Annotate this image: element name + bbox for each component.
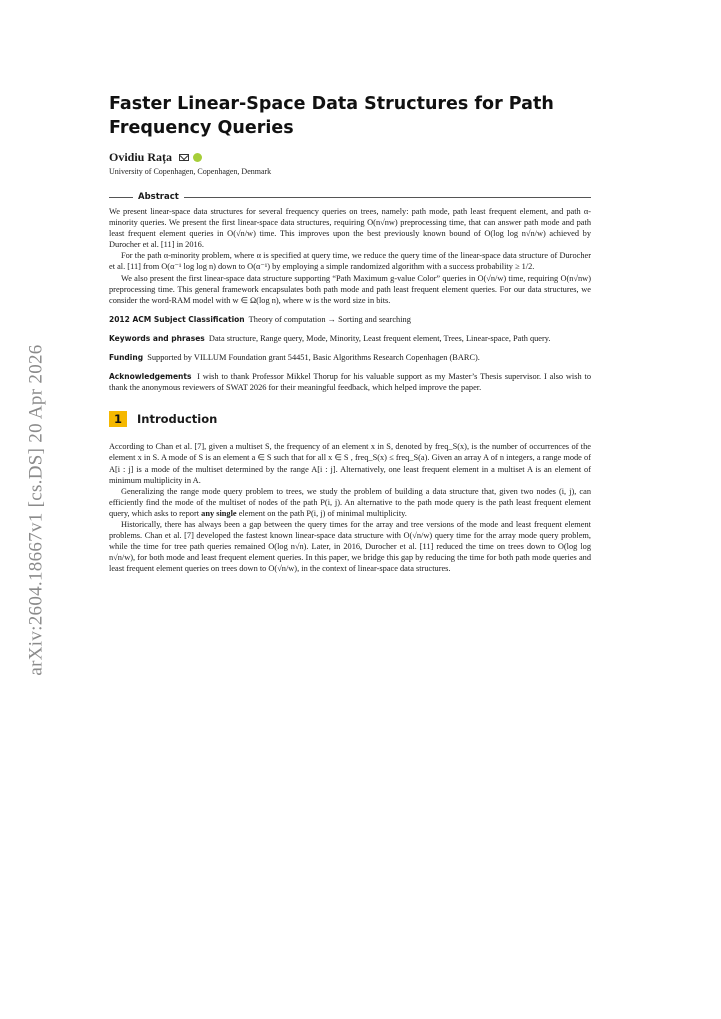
acknowledgements [109,371,591,393]
keywords [109,333,591,344]
acm-classification [109,314,591,325]
mail-icon[interactable] [179,154,189,161]
section-number: 1 [109,411,127,427]
author-affiliation: University of Copenhagen, Copenhagen, Denmark [109,167,272,176]
acm-classification-text: Theory of computation → Sorting and searching [248,314,411,324]
intro-paragraph-2-end: element on the path P(i, j) of minimal multiplicity. [236,508,407,518]
arxiv-identifier-stamp [14,300,60,720]
intro-paragraph-2 [109,486,591,519]
introduction-body [109,441,591,574]
funding-text: Supported by VILLUM Foundation grant 54451, Basic Algorithms Research Copenhagen (BARC). [147,353,480,363]
acm-classification-label: 2012 ACM Subject Classification [109,314,245,324]
abstract-paragraph-1: We present linear-space data structures for several frequency queries on trees, namely: path mode, path least frequent element, and path α-minority queries. We present the first linear-space data structures, requiring O(n√nw) preprocessing time, that can answer path mode and path least frequent element queries in O(√n/w) time. This improves upon the best previously known bound of O(log log n√n/w) achieved by Durocher et al. [11] in 2016. [109,207,591,250]
abstract-rule-left [109,197,133,198]
keywords-label: Keywords and phrases [109,333,205,343]
intro-paragraph-2-start: Generalizing the range mode query problem to trees, we study the problem of building a data structure that, given two nodes (i, j), can efficiently find the mode of the multiset of nodes of the path P(i, j). An alternative to the path mode query is the path least frequent element query, which asks to report [109,486,591,518]
abstract-body [109,206,591,306]
paper-title: Faster Linear-Space Data Structures for Path Frequency Queries [109,94,554,138]
funding-label: Funding [109,353,144,363]
intro-paragraph-2-emphasis: any single [201,508,237,518]
section-heading-introduction [109,411,591,427]
abstract-rule-right [184,197,591,198]
intro-paragraph-1: According to Chan et al. [7], given a multiset S, the frequency of an element x in S, denoted by freq_S(x), is the number of occurrences of the element x in S. A mode of S is an element a ∈ S such that for all x ∈ S , freq_S(x) ≤ freq_S(a). Given an array A of n integers, a range mode of A[i : j] is a mode of the multiset determined by the range A[i : j]. Alternatively, one least frequent element in a multiset A is an element of minimum multiplicity in A. [109,442,591,485]
acknowledgements-label: Acknowledgements [109,372,192,382]
abstract-paragraph-3: We also present the first linear-space data structure supporting “Path Maximum g-value Color” queries in O(√n/w) time, requiring O(n√nw) preprocessing time. This general framework encapsulates both path mode and path least frequent element queries. For our data structures, we consider the word-RAM model with w ∈ Ω(log n), where w is the word size in bits. [109,273,591,305]
section-title: Introduction [137,412,218,427]
keywords-text: Data structure, Range query, Mode, Minority, Least frequent element, Trees, Linear-space, Path query. [208,333,551,343]
author-line [109,150,591,165]
funding [109,352,591,363]
abstract-heading [109,192,591,202]
intro-paragraph-3: Historically, there has always been a gap between the query times for the array and tree versions of the mode and least frequent element problems. Chan et al. [7] developed the fastest known linear-space data structure with O(√n/w) query time for the array mode query problem, while the time for tree path queries remained O(log n√n). Later, in 2016, Durocher et al. [11] reduced the time on trees down to O(log log n√n/w), for both mode and least frequent element queries. In this paper, we bridge this gap by reducing the time for both path mode queries and least frequent element queries on trees down to O(√n/w), in the context of linear-space data structures. [109,519,591,574]
orcid-icon[interactable] [193,153,202,162]
abstract-paragraph-2: For the path α-minority problem, where α is specified at query time, we reduce the query time of the linear-space data structure of Durocher et al. [11] from O(α⁻¹ log log n) down to O(α⁻¹) by employing a simple randomized algorithm with a success probability ≥ 1/2. [109,251,591,272]
acknowledgements-text: I wish to thank Professor Mikkel Thorup for his valuable support as my Master’s Thesis supervisor. I also wish to thank the anonymous reviewers of SWAT 2026 for their meaningful feedback, which helped improve the paper. [109,372,592,393]
arxiv-identifier-text: arXiv:2604.18667v1 [cs.DS] 20 Apr 2026 [26,344,47,676]
abstract-heading-label: Abstract [138,192,179,202]
paper-page [109,92,591,574]
author-name: Ovidiu Rața [109,150,173,164]
